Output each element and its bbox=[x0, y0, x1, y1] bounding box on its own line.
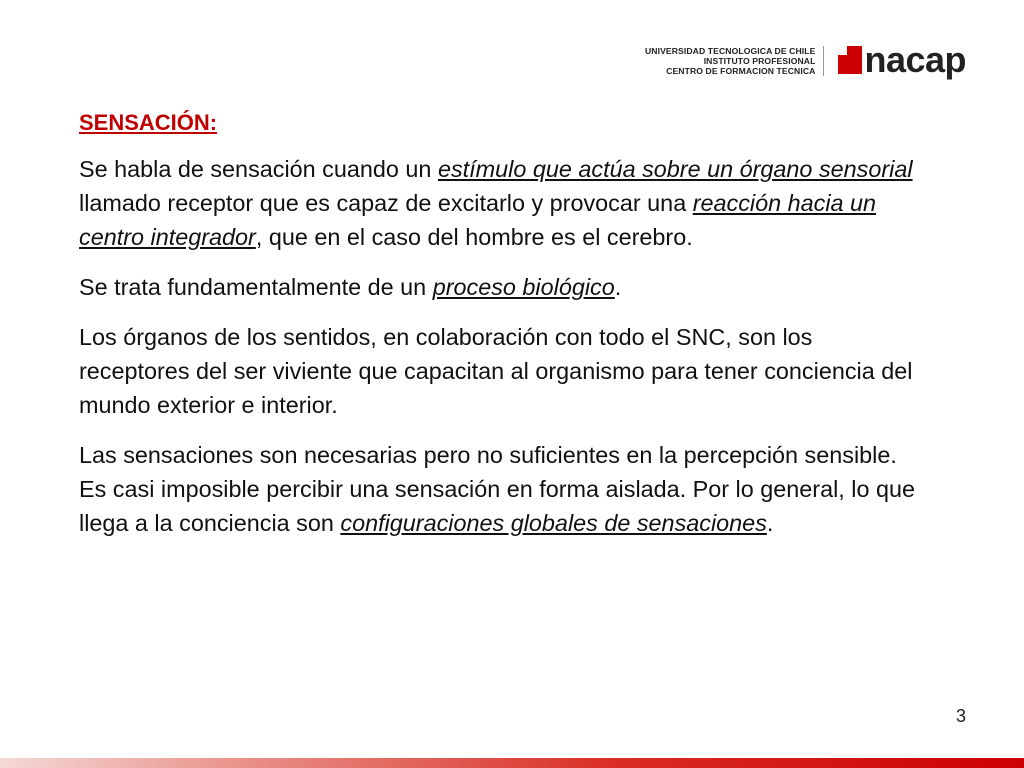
header bbox=[644, 39, 966, 86]
header-divider bbox=[823, 46, 824, 76]
logo-text: nacap bbox=[864, 39, 966, 80]
paragraph-text: Se habla de sensación cuando un bbox=[79, 156, 438, 182]
institution-line-institute: INSTITUTO PROFESIONAL bbox=[703, 56, 816, 66]
emphasis-biological-process: proceso biológico bbox=[432, 274, 615, 300]
paragraph-biological bbox=[79, 270, 919, 304]
paragraph-perception bbox=[79, 438, 919, 540]
paragraph-text: Las sensaciones son necesarias pero no suficientes en la percepción sensible. Es casi imposible percibir una sensación en forma aislada. Por lo general, lo que llega a la conciencia son bbox=[79, 442, 916, 536]
inacap-i-mark-icon bbox=[838, 46, 862, 74]
paragraph-senses: Los órganos de los sentidos, en colaboración con todo el SNC, son los receptores del ser viviente que capacitan al organismo para tener conciencia del mundo exterior e interior. bbox=[79, 324, 913, 418]
inacap-logo bbox=[838, 39, 966, 80]
page-number: 3 bbox=[955, 706, 966, 726]
institution-line-university: UNIVERSIDAD TECNOLOGICA DE CHILE bbox=[644, 46, 816, 56]
paragraph-text: . bbox=[766, 510, 774, 536]
paragraph-text: . bbox=[614, 274, 622, 300]
emphasis-reaction: reacción hacia un centro integrador bbox=[79, 190, 877, 250]
institution-line-cft: CENTRO DE FORMACION TECNICA bbox=[666, 66, 816, 76]
emphasis-stimulus: estímulo que actúa sobre un órgano sensorial bbox=[437, 156, 913, 182]
footer-accent-bar bbox=[0, 758, 1024, 768]
paragraph-definition bbox=[79, 152, 919, 254]
paragraph-text: Se trata fundamentalmente de un bbox=[79, 274, 433, 300]
institution-lines bbox=[645, 46, 823, 76]
paragraph-text: llamado receptor que es capaz de excitarlo y provocar una bbox=[79, 190, 693, 216]
slide-title: SENSACIÓN: bbox=[79, 110, 218, 135]
paragraph-text: , que en el caso del hombre es el cerebro. bbox=[255, 224, 693, 250]
emphasis-configurations: configuraciones globales de sensaciones bbox=[340, 510, 767, 536]
slide-content bbox=[79, 110, 919, 556]
